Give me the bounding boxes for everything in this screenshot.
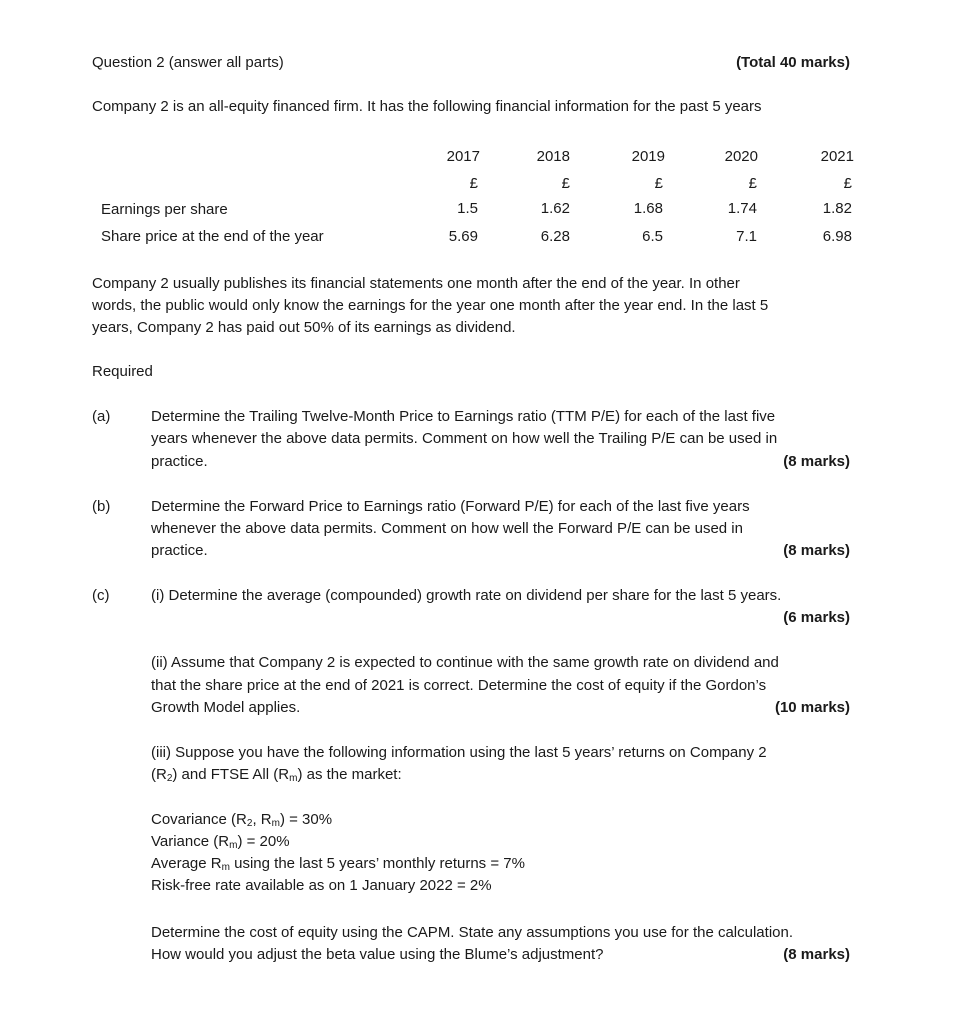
row-label: Share price at the end of the year [101, 228, 324, 245]
part-b-line: Determine the Forward Price to Earnings ratio (Forward P/E) for each of the last five years [151, 498, 750, 515]
table-cell: 7.1 [736, 228, 757, 245]
context-line: Company 2 usually publishes its financial statements one month after the end of the year. In other [92, 275, 740, 292]
part-c-iii-line: (iii) Suppose you have the following information using the last 5 years’ returns on Company 2 [151, 744, 767, 761]
year-header: 2021 [820, 148, 854, 165]
question-title: Question 2 (answer all parts) [92, 54, 284, 71]
part-a-line: years whenever the above data permits. Comment on how well the Trailing P/E can be used in [151, 430, 778, 447]
row-label: Earnings per share [101, 201, 228, 218]
part-c-ii-line: (ii) Assume that Company 2 is expected to continue with the same growth rate on dividend and [151, 654, 779, 671]
table-cell: 1.74 [727, 200, 757, 217]
part-a-line: practice. [151, 453, 208, 470]
context-line: years, Company 2 has paid out 50% of its earnings as dividend. [92, 319, 516, 336]
total-marks: (Total 40 marks) [736, 54, 850, 71]
currency-cell: £ [469, 175, 478, 192]
part-c-ii-line: Growth Model applies. [151, 699, 301, 716]
variance-line: Variance $(R_m) = 20\%$ [151, 833, 290, 851]
currency-cell: £ [748, 175, 757, 192]
part-c-label: (c) [92, 587, 110, 604]
table-cell: 1.62 [540, 200, 570, 217]
currency-cell: £ [843, 175, 852, 192]
table-cell: 6.5 [642, 228, 663, 245]
part-c-ii-marks: (10 marks) [774, 699, 850, 716]
table-cell: 5.69 [448, 228, 478, 245]
covariance-line: Covariance ($R_2$, $R_m) = 30\%$ [151, 811, 333, 829]
context-line: words, the public would only know the earnings for the year one month after the year end. In the last 5 [92, 297, 769, 314]
year-header: 2017 [446, 148, 480, 165]
part-c-iii-line: $(R_2)$ and FTSE All $(R_m)$ as the market: [151, 766, 402, 784]
part-c-i-marks: (6 marks) [783, 609, 850, 626]
part-c-iii-marks: (8 marks) [783, 946, 850, 963]
part-c-ii-line: that the share price at the end of 2021 is correct. Determine the cost of equity if the Gordon’s [151, 677, 767, 694]
part-c-iii-final-line: How would you adjust the beta value using the Blume’s adjustment? [151, 946, 604, 963]
part-b-line: practice. [151, 542, 208, 559]
part-b-label: (b) [92, 498, 111, 515]
average-return-line: Average $R_m$ using the last 5 years’ monthly returns = 7% [151, 855, 525, 873]
currency-cell: £ [561, 175, 570, 192]
table-cell: 1.82 [822, 200, 852, 217]
risk-free-line: Risk-free rate available as on 1 January 2022 = 2% [151, 877, 492, 894]
table-cell: 6.28 [540, 228, 570, 245]
part-a-line: Determine the Trailing Twelve-Month Price to Earnings ratio (TTM P/E) for each of the last five [151, 408, 776, 425]
required-heading: Required [92, 363, 153, 380]
table-cell: 1.5 [457, 200, 478, 217]
year-header: 2020 [724, 148, 758, 165]
currency-cell: £ [654, 175, 663, 192]
year-header: 2019 [631, 148, 665, 165]
intro-text: Company 2 is an all-equity financed firm. It has the following financial information for the past 5 years [92, 98, 762, 115]
part-a-label: (a) [92, 408, 111, 425]
table-cell: 1.68 [633, 200, 663, 217]
part-c-i-text: (i) Determine the average (compounded) growth rate on dividend per share for the last 5 years. [151, 587, 782, 604]
part-b-line: whenever the above data permits. Comment on how well the Forward P/E can be used in [151, 520, 743, 537]
part-b-marks: (8 marks) [783, 542, 850, 559]
part-a-marks: (8 marks) [783, 453, 850, 470]
part-c-iii-final-line: Determine the cost of equity using the CAPM. State any assumptions you use for the calculation. [151, 924, 794, 941]
year-header: 2018 [536, 148, 570, 165]
table-cell: 6.98 [822, 228, 852, 245]
